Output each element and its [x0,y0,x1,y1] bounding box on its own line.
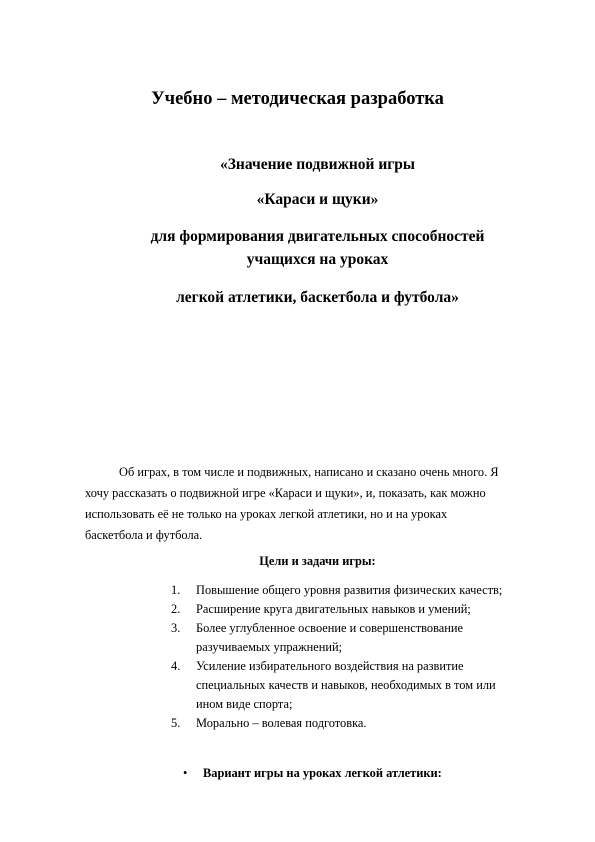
goal-text: специальных качеств и навыков, необходимых в том или [196,678,496,692]
goals-list [171,581,551,733]
goal-item [171,619,551,657]
intro-line: Об играх, в том числе и подвижных, написано и сказано очень много. Я [119,465,499,479]
intro-paragraph [85,462,565,546]
goal-number: 4. [171,659,181,673]
intro-line: хочу рассказать о подвижной игре «Караси и щуки», и, показать, как можно [85,486,486,500]
goal-number: 3. [171,621,181,635]
goal-item [171,714,551,733]
goal-number: 2. [171,602,181,616]
goal-text: Усиление избирательного воздействия на развитие [196,659,464,673]
subtitle-line-5: легкой атлетики, баскетбола и футбола» [176,289,459,306]
goal-text: ином виде спорта; [196,697,293,711]
intro-line: использовать её не только на уроках легкой атлетики, но и на уроках [85,507,448,521]
goal-text: Морально – волевая подготовка. [196,716,367,730]
goal-item [171,581,551,600]
goal-text: Повышение общего уровня развития физических качеств; [196,583,503,597]
goal-number: 5. [171,716,181,730]
intro-line: баскетбола и футбола. [85,528,203,542]
goal-text: разучиваемых упражнений; [196,640,343,654]
subtitle-line-2: «Караси и щуки» [256,191,379,208]
bullet-icon: • [183,766,188,780]
goal-number: 1. [171,583,181,597]
goal-item [171,657,551,714]
subtitle-line-1: «Значение подвижной игры [219,156,416,173]
document-title: Учебно – методическая разработка [151,89,444,109]
goals-heading: Цели и задачи игры: [259,554,376,568]
subtitle-line-4: учащихся на уроках [246,251,389,268]
goal-text: Расширение круга двигательных навыков и умений; [196,602,471,616]
goal-item [171,600,551,619]
goal-text: Более углубленное освоение и совершенствование [196,621,464,635]
subtitle-line-3: для формирования двигательных способностей [150,228,485,245]
bullet-text: Вариант игры на уроках легкой атлетики: [203,766,442,780]
